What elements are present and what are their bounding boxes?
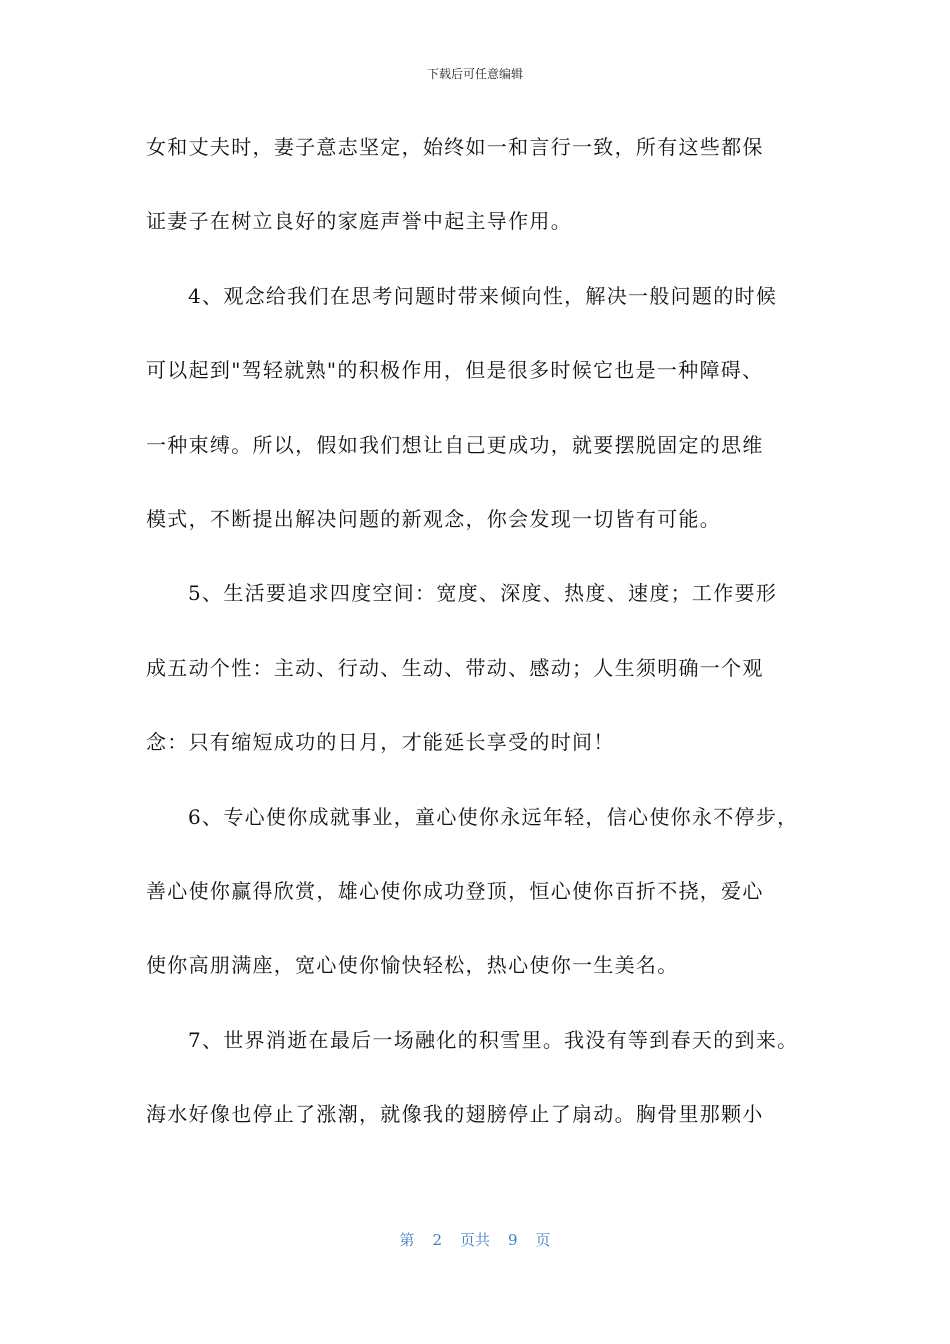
text-line: 7、世界消逝在最后一场融化的积雪里。我没有等到春天的到来。 [188, 1027, 799, 1052]
page-label-suffix: 页 [535, 1231, 551, 1249]
text-line: 一种束缚。所以，假如我们想让自己更成功，就要摆脱固定的思维 [146, 432, 764, 457]
text-line: 5、生活要追求四度空间：宽度、深度、热度、速度；工作要形 [188, 581, 778, 606]
text-line: 海水好像也停止了涨潮，就像我的翅膀停止了扇动。胸骨里那颗小 [146, 1102, 764, 1127]
text-line: 4、观念给我们在思考问题时带来倾向性，解决一般问题的时候 [188, 283, 778, 308]
document-body [146, 130, 826, 1171]
page-label-mid: 页共 [459, 1231, 490, 1249]
page-label-prefix: 第 [399, 1231, 415, 1249]
text-line: 善心使你赢得欣赏，雄心使你成功登顶，恒心使你百折不挠，爱心 [146, 878, 764, 903]
total-pages: 9 [508, 1231, 518, 1249]
text-line: 可以起到"驾轻就熟"的积极作用，但是很多时候它也是一种障碍、 [146, 358, 764, 383]
page-header: 下载后可任意编辑 [426, 67, 523, 81]
text-line: 模式，不断提出解决问题的新观念，你会发现一切皆有可能。 [146, 506, 722, 531]
text-line: 念：只有缩短成功的日月，才能延长享受的时间！ [146, 730, 615, 755]
text-line: 证妻子在树立良好的家庭声誉中起主导作用。 [146, 209, 572, 234]
page-footer [0, 1230, 950, 1250]
text-line: 成五动个性：主动、行动、生动、带动、感动；人生须明确一个观 [146, 655, 764, 680]
text-line: 使你高朋满座，宽心使你愉快轻松，热心使你一生美名。 [146, 953, 679, 978]
text-line: 6、专心使你成就事业，童心使你永远年轻，信心使你永不停步， [188, 804, 799, 829]
page-number: 2 [432, 1231, 442, 1249]
text-line: 女和丈夫时，妻子意志坚定，始终如一和言行一致，所有这些都保 [146, 135, 764, 159]
